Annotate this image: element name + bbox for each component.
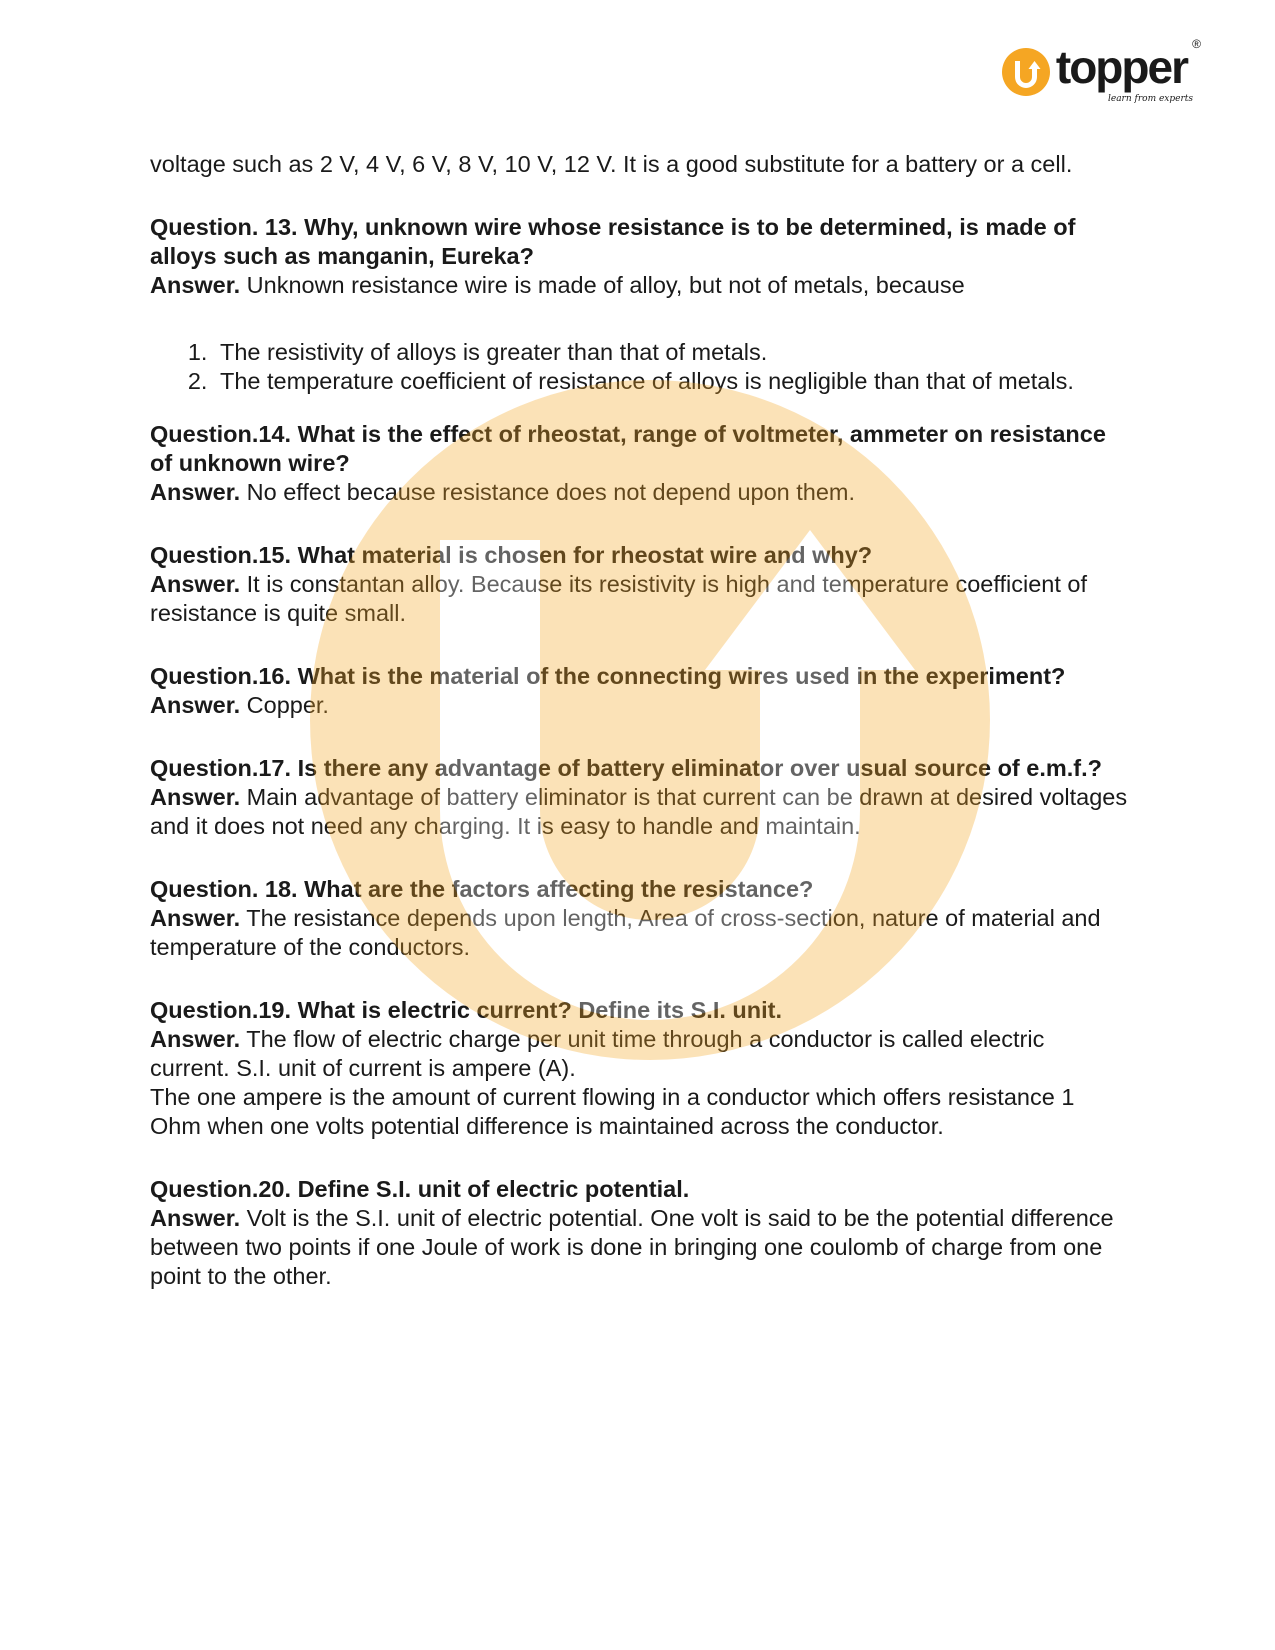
answer-14	[150, 478, 1130, 507]
answer-16	[150, 691, 1130, 720]
answer-15-text: It is constantan alloy. Because its resistivity is high and temperature coefficient of resistance is quite small.	[150, 571, 1087, 626]
answer-13	[150, 271, 1130, 300]
answer-17-text: Main advantage of battery eliminator is that current can be drawn at desired voltages and it does not need any charging. It is easy to handle and maintain.	[150, 784, 1128, 839]
registered-mark: ®	[1192, 37, 1201, 51]
qa-block-13	[150, 213, 1130, 396]
answer-18	[150, 904, 1130, 962]
answer-20	[150, 1204, 1130, 1291]
question-20: Question.20. Define S.I. unit of electric potential.	[150, 1176, 690, 1202]
answer-20-text: Volt is the S.I. unit of electric potential. One volt is said to be the potential difference between two points if one Joule of work is done in bringing one coulomb of charge from one point to the other.	[150, 1205, 1114, 1289]
answer-label: Answer.	[150, 272, 241, 298]
answer-13-text: Unknown resistance wire is made of alloy, but not of metals, because	[246, 272, 965, 298]
answer-label: Answer.	[150, 1026, 241, 1052]
answer-label: Answer.	[150, 784, 241, 810]
question-19: Question.19. What is electric current? Define its S.I. unit.	[150, 997, 783, 1023]
qa-block-20	[150, 1175, 1130, 1291]
upward-arrow-icon	[1002, 48, 1050, 96]
list-item: 2. The temperature coefficient of resistance of alloys is negligible than that of metals.	[214, 367, 1130, 396]
qa-block-17	[150, 754, 1130, 841]
answer-15	[150, 570, 1130, 628]
brand-logo	[1002, 37, 1201, 104]
question-18: Question. 18. What are the factors affecting the resistance?	[150, 876, 814, 902]
qa-block-16	[150, 662, 1130, 720]
answer-16-text: Copper.	[246, 692, 329, 718]
qa-block-15	[150, 541, 1130, 628]
question-13: Question. 13. Why, unknown wire whose resistance is to be determined, is made of alloys such as manganin, Eureka?	[150, 214, 1076, 269]
qa-block-14	[150, 420, 1130, 507]
answer-label: Answer.	[150, 905, 241, 931]
list-item: 1. The resistivity of alloys is greater than that of metals.	[214, 338, 1130, 367]
document-body	[150, 150, 1130, 1291]
answer-label: Answer.	[150, 571, 241, 597]
question-15: Question.15. What material is chosen for rheostat wire and why?	[150, 542, 873, 568]
question-17: Question.17. Is there any advantage of battery eliminator over usual source of e.m.f.?	[150, 755, 1103, 781]
answer-label: Answer.	[150, 692, 241, 718]
intro-text: voltage such as 2 V, 4 V, 6 V, 8 V, 10 V, 12 V. It is a good substitute for a battery or a cell.	[150, 151, 1073, 177]
brand-name	[1055, 37, 1201, 104]
brand-text: topper	[1055, 41, 1187, 93]
answer-label: Answer.	[150, 479, 241, 505]
answer-13-list	[150, 338, 1130, 396]
answer-19-text: The flow of electric charge per unit time through a conductor is called electric current. S.I. unit of current is ampere (A).	[150, 1026, 1045, 1081]
question-16: Question.16. What is the material of the connecting wires used in the experiment?	[150, 663, 1066, 689]
answer-14-text: No effect because resistance does not depend upon them.	[246, 479, 856, 505]
answer-19-extra: The one ampere is the amount of current flowing in a conductor which offers resistance 1 Ohm when one volts potential difference is maintained across the conductor.	[150, 1084, 1075, 1139]
answer-label: Answer.	[150, 1205, 241, 1231]
answer-19	[150, 1025, 1130, 1083]
qa-block-19	[150, 996, 1130, 1141]
question-14: Question.14. What is the effect of rheostat, range of voltmeter, ammeter on resistance of unknown wire?	[150, 421, 1106, 476]
qa-block-18	[150, 875, 1130, 962]
answer-18-text: The resistance depends upon length, Area of cross-section, nature of material and temperature of the conductors.	[150, 905, 1101, 960]
answer-17	[150, 783, 1130, 841]
brand-tagline: learn from experts	[1107, 94, 1193, 104]
